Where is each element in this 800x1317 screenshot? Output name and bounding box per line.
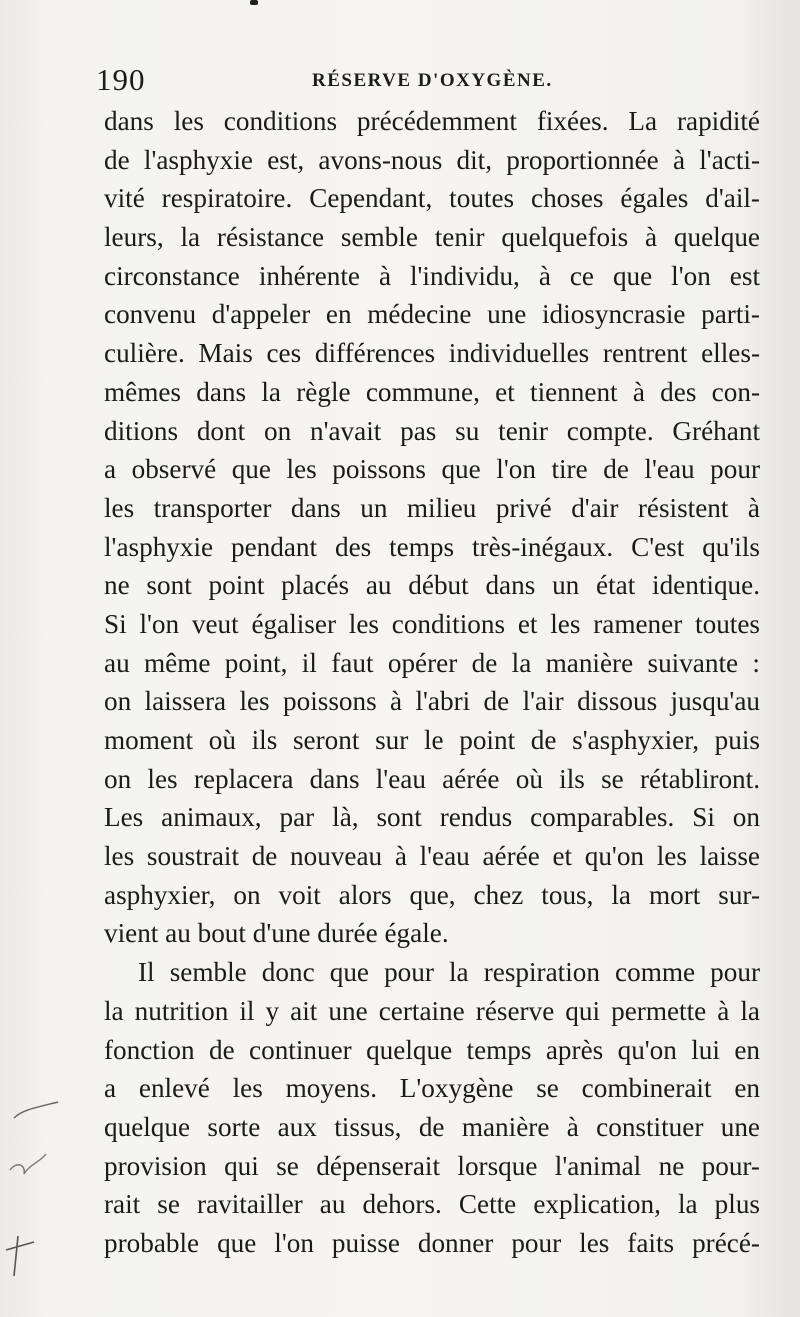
- text-line: dans les conditions précédemment fixées. La rapidité: [104, 106, 760, 136]
- text-line: culière. Mais ces différences individuelles rentrent elles-: [104, 338, 760, 369]
- text-line: vité respiratoire. Cependant, toutes choses égales d'ail-: [104, 183, 760, 214]
- text-line: rait se ravitailler au dehors. Cette explication, la plus: [104, 1189, 760, 1220]
- text-line: au même point, il faut opérer de la manière suivante :: [104, 647, 760, 678]
- pencil-stroke: [6, 1236, 34, 1276]
- text-line: l'asphyxie pendant des temps très-inégaux. C'est qu'ils: [104, 531, 760, 562]
- text-line: on les replacera dans l'eau aérée où ils se rétabliront.: [104, 763, 760, 794]
- text-line: fonction de continuer quelque temps après qu'on lui en: [104, 1034, 760, 1065]
- text-line: convenu d'appeler en médecine une idiosyncrasie parti-: [104, 299, 760, 330]
- text-line: asphyxier, on voit alors que, chez tous, la mort sur-: [104, 879, 760, 910]
- text-line: les transporter dans un milieu privé d'air résistent à: [104, 492, 760, 523]
- page-header: [96, 62, 746, 102]
- text-line: leurs, la résistance semble tenir quelquefois à quelque: [104, 222, 760, 253]
- text-line: a observé que les poissons que l'on tire de l'eau pour: [104, 454, 760, 485]
- text-line: on laissera les poissons à l'abri de l'air dissous jusqu'au: [104, 686, 760, 717]
- text-line: moment où ils seront sur le point de s'asphyxier, puis: [104, 725, 760, 755]
- text-line: ditions dont on n'avait pas su tenir compte. Gréhant: [104, 415, 760, 446]
- text-line: vient au bout d'une durée égale.: [104, 918, 449, 949]
- text-line: la nutrition il y ait une certaine réserve qui permette à la: [104, 995, 760, 1026]
- body-text: [104, 102, 760, 1263]
- text-line: provision qui se dépenserait lorsque l'animal ne pour-: [104, 1150, 760, 1181]
- running-head: RÉSERVE D'OXYGÈNE.: [312, 70, 553, 91]
- text-line: probable que l'on puisse donner pour les faits précé-: [104, 1227, 760, 1258]
- page-number: 190: [96, 62, 146, 97]
- margin-pencil-marks: [0, 1100, 70, 1280]
- text-line: circonstance inhérente à l'individu, à ce que l'on est: [104, 260, 760, 291]
- text-line: Il semble donc que pour la respiration comme pour: [138, 957, 760, 988]
- text-line: Si l'on veut égaliser les conditions et les ramener toutes: [104, 608, 760, 639]
- text-line: quelque sorte aux tissus, de manière à constituer une: [104, 1111, 760, 1142]
- ink-speck: [250, 0, 258, 5]
- text-line: a enlevé les moyens. L'oxygène se combinerait en: [104, 1073, 760, 1104]
- text-line: de l'asphyxie est, avons-nous dit, proportionnée à l'acti-: [104, 144, 760, 175]
- text-line: mêmes dans la règle commune, et tiennent à des con-: [104, 376, 760, 407]
- text-line: les soustrait de nouveau à l'eau aérée et qu'on les laisse: [104, 841, 760, 872]
- text-line: Les animaux, par là, sont rendus comparables. Si on: [104, 802, 760, 833]
- text-line: ne sont point placés au début dans un état identique.: [104, 570, 760, 601]
- pencil-stroke: [14, 1102, 58, 1118]
- pencil-stroke: [10, 1154, 46, 1174]
